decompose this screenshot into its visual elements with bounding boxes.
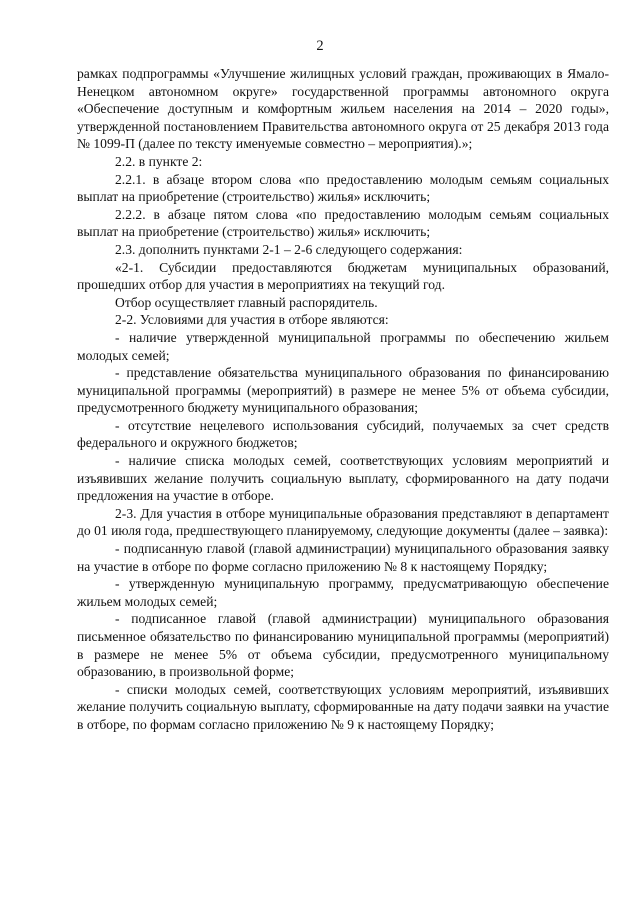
document-body	[77, 65, 609, 734]
page-number: 2	[316, 38, 324, 54]
list-item-condition-obligation: - представление обязательства муниципального образования по финансированию муниципальной программы (мероприятий) в размере не менее 5% от объема субсидии, предусмотренного бюджету муниципального образования;	[77, 365, 609, 416]
paragraph-item-2-3-documents: 2-3. Для участия в отборе муниципальные образования представляют в департамент до 01 июля года, предшествующего планируемому, следующие документы (далее – заявка):	[77, 505, 609, 539]
paragraph-continuation: рамках подпрограммы «Улучшение жилищных условий граждан, проживающих в Ямало-Ненецком автономном округе» государственной программы автономного округа «Обеспечение доступным и комфортным жильем населения на 2014 – 2020 годы», утвержденной постановлением Правительства автономного округа от 25 декабря 2013 года № 1099-П (далее по тексту именуемые совместно – мероприятия).»;	[77, 66, 609, 152]
paragraph-selection-authority: Отбор осуществляет главный распорядитель.	[115, 294, 378, 310]
list-item-condition-family-list: - наличие списка молодых семей, соответствующих условиям мероприятий и изъявивших желание получить социальную выплату, сформированного на дату подачи предложения на участие в отборе.	[77, 453, 609, 504]
list-item-condition-no-misuse: - отсутствие нецелевого использования субсидий, получаемых за счет средств федерального и окружного бюджетов;	[77, 417, 609, 451]
paragraph-item-2-2-conditions: 2-2. Условиями для участия в отборе являются:	[115, 312, 389, 328]
paragraph-item-2-1-subsidies: «2-1. Субсидии предоставляются бюджетам муниципальных образований, прошедших отбор для участия в мероприятиях на текущий год.	[77, 259, 609, 293]
paragraph-item-2-2-1: 2.2.1. в абзаце втором слова «по предоставлению молодым семьям социальных выплат на приобретение (строительство) жилья» исключить;	[77, 171, 609, 205]
paragraph-item-2-2-2: 2.2.2. в абзаце пятом слова «по предоставлению молодым семьям социальных выплат на приобретение (строительство) жилья» исключить;	[77, 206, 609, 240]
list-item-condition-program: - наличие утвержденной муниципальной программы по обеспечению жильем молодых семей;	[77, 329, 609, 363]
list-item-document-obligation: - подписанное главой (главой администрации) муниципального образования письменное обязательство по финансированию муниципальной программы (мероприятий) в размере не менее 5% от объема субсидии, предусмотренного муниципальному образованию, в произвольной форме;	[77, 611, 609, 680]
paragraph-item-2-3: 2.3. дополнить пунктами 2-1 – 2-6 следующего содержания:	[115, 241, 463, 257]
list-item-document-application: - подписанную главой (главой администрации) муниципального образования заявку на участие в отборе по форме согласно приложению № 8 к настоящему Порядку;	[77, 541, 609, 574]
paragraph-item-2-2: 2.2. в пункте 2:	[115, 153, 203, 169]
list-item-document-program: - утвержденную муниципальную программу, предусматривающую обеспечение жильем молодых семей;	[77, 576, 609, 609]
list-item-document-family-lists: - списки молодых семей, соответствующих условиям мероприятий, изъявивших желание получить социальную выплату, сформированные на дату подачи заявки на участие в отборе, по формам согласно приложению № 9 к настоящему Порядку;	[77, 681, 609, 732]
